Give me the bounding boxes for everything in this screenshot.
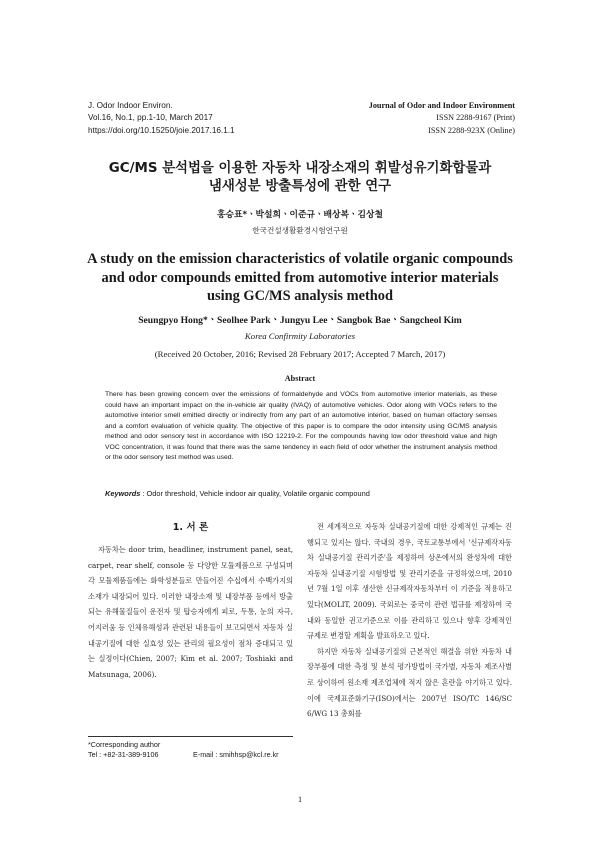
keywords-label: Keywords [105,489,141,498]
section-heading-introduction: 1. 서 론 [172,522,209,533]
korean-affiliation: 한국건설생활환경시험연구원 [252,226,348,235]
footnote-divider [88,736,293,737]
journal-citation-block [88,100,235,137]
korean-title [60,160,540,196]
english-title-line-1: A study on the emission characteristics of volatile organic compounds [87,251,513,267]
email-address[interactable]: E-mail : smihhsp@kcl.re.kr [193,750,279,759]
intro-paragraph-2: 전 세계적으로 자동차 실내공기질에 대한 강제적인 규제는 진행되고 있지는 않다. 국내의 경우, 국토교통부에서 '신규제작자동차 실내공기질 관리기준'을 제정하여 상온에서의 완성차에 대한 자동차 실내공기질 시험방법 및 관리기준을 규정하였으며, 2010년 7월 1일 이후 생산한 신규제작자동차부터 이 기준을 적용하고 있다(MOLIT, 2009). 국외로는 중국이 관련 법규를 제정하여 국내와 동일한 권고기준으로 이를 관리하고 있으나 향후 강제적인 규제로 변경할 계획을 발표하오고 있다. [307,522,512,641]
footnote [88,740,308,760]
issn-print: ISSN 2288-9167 (Print) [436,113,515,123]
korean-authors: 홍승표*ㆍ박설희ㆍ이준규ㆍ배상복ㆍ김상철 [216,210,384,220]
left-column [88,542,293,682]
journal-name: Journal of Odor and Indoor Environment [368,101,515,110]
journal-issn-block [369,100,515,137]
english-affiliation: Korea Confirmity Laboratories [244,331,356,341]
intro-paragraph-3: 하지만 자동차 실내공기질의 근본적인 해결을 위한 자동차 내장부품에 대한 측정 및 분석 평가방법이 국가별, 자동차 제조사별로 상이하여 원소재 제조업체에 적지 않은 혼란을 야기하고 있다. 이에 국제표준화기구(ISO)에서는 2007년 ISO/TC 146/SC 6/WG 13 총회를 [307,646,512,719]
english-title-line-2: and odor compounds emitted from automotive interior materials [101,269,499,286]
issn-online: ISSN 2288-923X (Online) [428,125,515,135]
received-dates: (Received 20 October, 2016; Revised 28 February 2017; Accepted 7 March, 2017) [154,349,446,359]
abstract-heading: Abstract [284,374,316,383]
intro-paragraph-1: 자동차는 door trim, headliner, instrument panel, seat, carpet, rear shelf, console 등 다양한 모듈제품으로 구성되며 각 모듈제품들에는 화학성분들로 만들어진 수십에서 수백가지의 소재가 내장되어 있다. 이러한 내장소재 및 내장부품 등에서 방출되는 유해물질들이 운전자 및 탑승자에게 피로, 두통, 눈의 자극, 어지러움 등 인체유해성과 관련된 내용들이 보고되면서 자동차 실내공기질에 대한 실효성 있는 관리의 필요성이 점차 증대되고 있는 실정이다(Chien, 2007; Kim et al. 2007; Toshiaki and Matsunaga, 2006). [88,545,293,679]
corresponding-author-note: *Corresponding author [88,740,161,749]
english-title-line-3: using GC/MS analysis method [207,288,393,304]
korean-title-line-1: GC/MS 분석법을 이용한 자동차 내장소재의 휘발성유기화합물과 [108,161,492,176]
volume-info: Vol.16, No.1, pp.1-10, March 2017 [88,113,213,123]
page-number: 1 [297,795,303,804]
keywords-list: : Odor threshold, Vehicle indoor air quality, Volatile organic compound [142,489,370,498]
korean-title-line-2: 냄새성분 방출특성에 관한 연구 [208,179,392,194]
english-title [60,250,540,306]
keywords-line [105,489,497,498]
journal-abbrev: J. Odor Indoor Environ. [88,101,173,110]
english-authors: Seungpyo Hong*ㆍSeolhee ParkㆍJungyu LeeㆍSangbok BaeㆍSangcheol Kim [138,315,462,326]
abstract-text: There has been growing concern over the emissions of formaldehyde and VOCs from automotive interior materials, as these could have an important impact on the in-vehicle air quality (IVAQ) of automotive vehicles. Odor along with VOCs refers to the automotive interior smell emitted directly or indirectly from any part of an automotive interior, based on human olfactory senses and a comfort evaluation of vehicle quality. The objective of this paper is to compare the odor intensity using GC/MS analysis method and odor sensory test in accordance with ISO 12219-2. For the compounds having low odor threshold value and high VOC concentration, it was found that there was the same tendency in each field of odor whether the instrument analysis method or the odor sensory test method was used. [105,391,497,461]
telephone: Tel : +82-31-389-9106 [88,750,159,759]
doi-link[interactable]: https://doi.org/10.15250/joie.2017.16.1.1 [88,125,235,135]
right-column [307,519,512,722]
